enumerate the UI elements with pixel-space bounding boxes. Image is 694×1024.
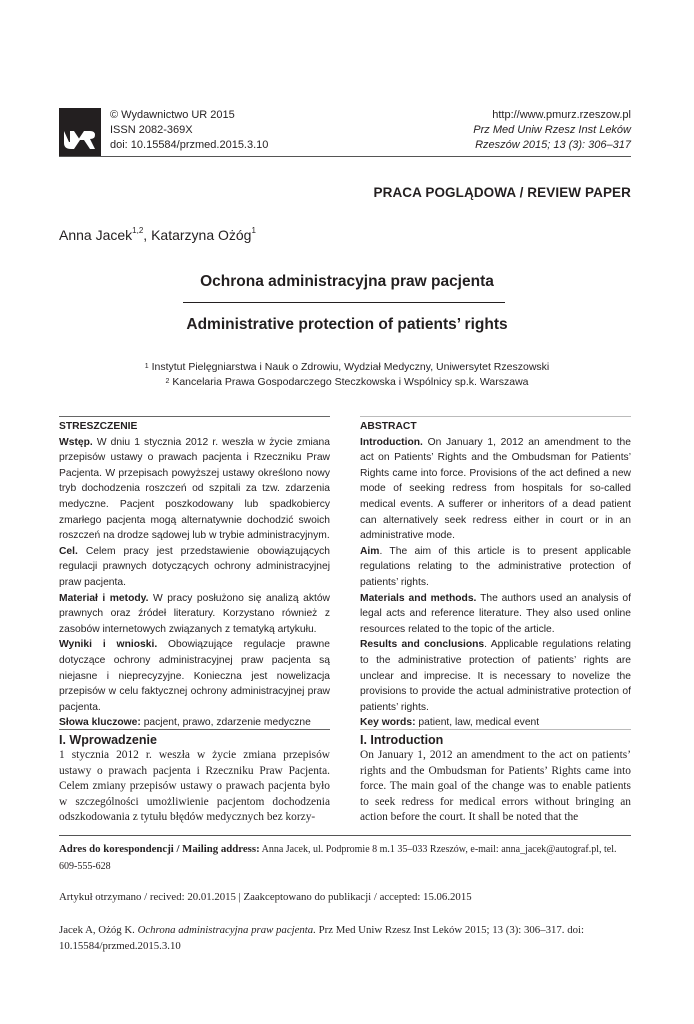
paragraph-text: pacjent, prawo, zdarzenie medyczne (140, 717, 311, 729)
abstract-heading: ABSTRACT (360, 421, 417, 432)
paragraph-text: patient, law, medical event (415, 717, 540, 729)
affiliation-text: Kancelaria Prawa Gospodarczego Steczkowska i Wspólnicy sp.k. Warszawa (172, 376, 529, 388)
affiliation (0, 360, 694, 375)
streszczenie (59, 419, 330, 731)
paragraph-text: W pracy posłużono się analizą aktów prawnych oraz źródeł literatury. Korzystano również z zasobów internetowych związanych z tematyką artykułu. (59, 592, 330, 635)
paragraph (360, 544, 631, 591)
mailing-label: Adres do korespondencji / Mailing address: (59, 843, 260, 855)
paragraph-lead: Aim (360, 545, 380, 557)
journal-url[interactable]: http://www.pmurz.rzeszow.pl (492, 109, 631, 121)
affiliation-number: 1 (144, 363, 149, 370)
journal-info (473, 108, 631, 153)
citation-rest: Prz Med Uniw Rzesz Inst Leków 2015; 13 (3): 306–317. doi: 10.15584/przmed.2015.3.10 (59, 924, 584, 952)
publisher: © Wydawnictwo UR 2015 (110, 109, 235, 121)
citation-authors: Jacek A, Ożóg K. (59, 924, 138, 936)
paragraph-lead: Cel. (59, 545, 78, 557)
author-separator: , (143, 227, 152, 243)
title-rule (183, 302, 505, 303)
paragraph-text: Obowiązujące regulacje prawne dotyczące ochrony administracyjnej praw pacjenta są niejasne i nieprecyzyjne. Konieczna jest nowelizacja przepisów w celu faktycznej ochrony administracyjnej praw pacjenta. (59, 639, 330, 713)
paragraph (360, 637, 631, 715)
paragraph (59, 544, 330, 591)
author-affiliation: 1,2 (132, 226, 144, 235)
affiliation (0, 375, 694, 390)
author-name: Anna Jacek (59, 227, 133, 243)
title-polish: Ochrona administracyjna praw pacjenta (200, 273, 494, 290)
paragraph-text: On January 1, 2012 an amendment to the act on Patients’ Rights and the Ombudsman for Patients’ Rights came into force. Provisions of the act defined a new mode of seeking redress from hospitals for so-called medical events. A sufferer or inheritors of a dead patient can alternatively seek redress either in court or in an administrative mode. (360, 436, 631, 542)
journal-citation: Rzeszów 2015; 13 (3): 306–317 (475, 139, 631, 151)
footer-rule (59, 835, 631, 836)
author (151, 227, 256, 243)
author-affiliation: 1 (251, 226, 256, 235)
section-heading: I. Wprowadzenie (59, 733, 157, 747)
author-name: Katarzyna Ożóg (151, 227, 252, 243)
university-logo (59, 108, 101, 156)
paragraph-lead: Słowa kluczowe: (59, 717, 141, 729)
paragraph (59, 637, 330, 715)
doi[interactable]: doi: 10.15584/przmed.2015.3.10 (110, 139, 269, 151)
intro-en-rule (360, 729, 631, 730)
paragraph-lead: Results and conclusions (360, 639, 485, 651)
affiliation-text: Instytut Pielęgniarstwa i Nauk o Zdrowiu, Wydział Medyczny, Uniwersytet Rzeszowski (151, 361, 550, 373)
paragraph-text: W dniu 1 stycznia 2012 r. weszła w życie zmiana przepisów ustawy o prawach pacjenta i Rzeczniku Praw Pacjenta. W przepisach powyższej ustawy określono nowy tryb dochodzenia roszczeń od szpitali za tzw. zdarzenia medyczne. Pacjent poszkodowany lub spadkobiercy zmarłego pacjenta mogą alternatywnie dochodzić swoich roszczeń na drodze sądowej lub w trybie administracyjnym. (59, 436, 330, 542)
intro-english (360, 732, 631, 826)
received-dates: Artykuł otrzymano / recived: 20.01.2015 | Zaakceptowano do publikacji / accepted: 15.06.2015 (59, 891, 472, 903)
paragraph-lead: Materials and methods. (360, 592, 477, 604)
section-heading: I. Introduction (360, 733, 444, 747)
paragraph (360, 435, 631, 544)
ur-logo-icon (63, 130, 97, 150)
paragraph (360, 591, 631, 638)
issn: ISSN 2082-369X (110, 124, 193, 136)
section-text: On January 1, 2012 an amendment to the act on patients’ rights and the Ombudsman for Patients’ Rights came into force. The main goal of the change was to enable patients to seek redress for medical errors without bringing an action before the court. It shall be noted that the (360, 749, 631, 823)
paragraph (59, 591, 330, 638)
abstract-rule (360, 416, 631, 417)
intro-polish (59, 732, 330, 826)
intro-pl-rule (59, 729, 330, 730)
affiliations (0, 360, 694, 390)
streszczenie-rule (59, 416, 330, 417)
paragraph-text: . The aim of this article is to present applicable regulations relating to the administrative protection of patients’ rights. (360, 545, 631, 588)
paragraph-lead: Introduction. (360, 436, 423, 448)
mailing-address (59, 841, 631, 875)
streszczenie-heading: STRESZCZENIE (59, 421, 138, 432)
article-type: PRACA POGLĄDOWA / REVIEW PAPER (373, 185, 631, 200)
publisher-info (110, 108, 268, 153)
paragraph (59, 435, 330, 544)
header-rule (59, 156, 631, 157)
authors (59, 227, 256, 243)
paragraph-text: . Applicable regulations relating to the administrative protection of patients’ rights are unclear and imprecise. It is necessary to novelize the provisions to provide the actual administrative protection of patients’ rights. (360, 639, 631, 713)
mailing-text: Anna Jacek, ul. Podpromie 8 m.1 35–033 Rzeszów, e-mail: anna_jacek@autograf.pl, tel. 609-555-628 (59, 844, 617, 872)
paragraph-lead: Materiał i metody. (59, 592, 149, 604)
paragraph-lead: Wyniki i wnioski. (59, 639, 158, 651)
title-english: Administrative protection of patients’ rights (186, 316, 508, 333)
author (59, 227, 151, 243)
journal-name: Prz Med Uniw Rzesz Inst Leków (473, 124, 631, 136)
abstract (360, 419, 631, 731)
paragraph-lead: Wstęp. (59, 436, 93, 448)
section-text: 1 stycznia 2012 r. weszła w życie zmiana przepisów ustawy o prawach pacjenta i Rzeczniku Praw Pacjenta. Celem zmiany przepisów ustawy o prawach pacjenta było w szczególności umożliwienie pacjentom dochodzenia odszkodowania z tytułu błędów medycznych bez korzy- (59, 749, 330, 823)
affiliation-number: 2 (165, 378, 170, 385)
paragraph-text: The authors used an analysis of legal acts and reference literature. They also used online resources related to the topic of the article. (360, 592, 631, 635)
paragraph-text: Celem pracy jest przedstawienie obowiązujących regulacji prawnych dotyczących ochrony administracyjnej praw pacjenta. (59, 545, 330, 588)
paragraph-lead: Key words: (360, 717, 416, 729)
citation (59, 922, 631, 954)
citation-title: Ochrona administracyjna praw pacjenta. (137, 924, 316, 936)
